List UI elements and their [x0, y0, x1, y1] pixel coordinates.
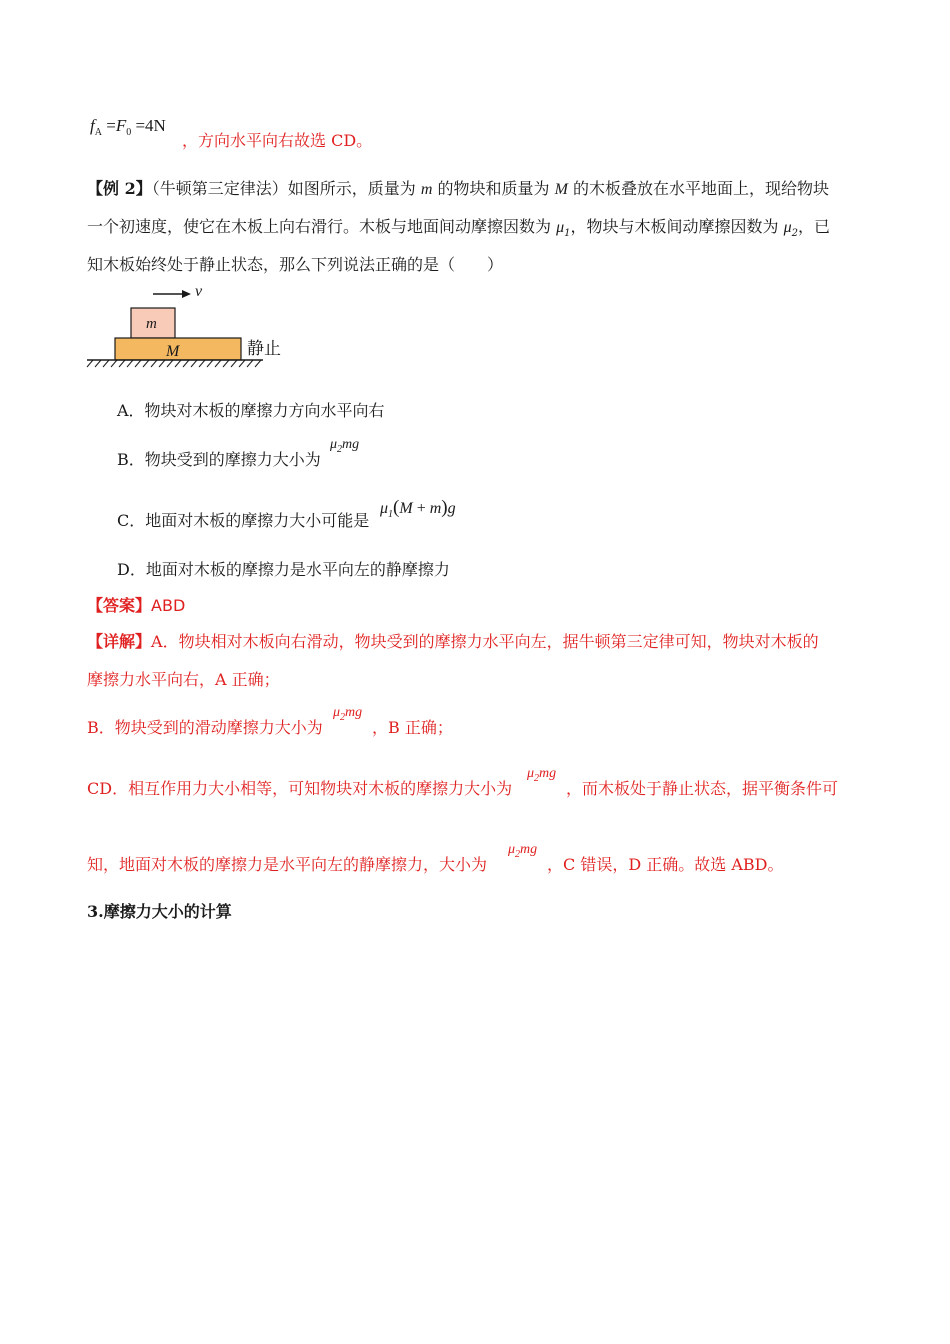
answer-tag: 【答案】	[87, 596, 152, 615]
formula-paren-open: (	[393, 497, 400, 518]
option-c: C．地面对木板的摩擦力大小可能是	[117, 511, 370, 530]
example-text: 的物块和质量为	[432, 179, 555, 198]
formula-M: M	[399, 500, 413, 517]
explanation-formula-2	[527, 766, 556, 782]
formula-rest: mg	[342, 437, 360, 452]
formula-rest: mg	[345, 705, 363, 720]
mu1: μ	[556, 219, 565, 236]
formula-mu: μ	[380, 500, 389, 517]
example-tag: 【例 2】	[87, 179, 152, 198]
formula-mu: μ	[330, 437, 338, 452]
var-f: f	[90, 116, 95, 135]
small-block-label: m	[146, 316, 157, 332]
explanation-formula-3	[508, 842, 537, 858]
ground	[87, 360, 263, 367]
equals-1: =	[106, 116, 116, 135]
option-d: D．地面对木板的摩擦力是水平向左的静摩擦力	[117, 560, 450, 579]
formula-mu: μ	[508, 842, 516, 857]
top-formula-tail: ，方向水平向右故选 CD。	[182, 131, 373, 150]
formula-sub: 2	[337, 444, 343, 455]
explanation-line-4a: CD．相互作用力大小相等，可知物块对木板的摩擦力大小为	[87, 779, 513, 798]
formula-paren-close: )	[441, 497, 448, 518]
formula-rest: mg	[520, 842, 538, 857]
answer-line	[87, 596, 185, 616]
mu1-sub: 1	[564, 228, 571, 239]
option-c-formula	[380, 497, 456, 519]
example-line-1	[87, 179, 829, 200]
answer-value: ABD	[151, 596, 186, 615]
formula-sub: 2	[340, 712, 346, 723]
var-M: M	[554, 181, 568, 198]
explanation-text: A．物块相对木板向右滑动，物块受到的摩擦力水平向左，据牛顿第三定律可知，物块对木板的	[151, 632, 819, 651]
formula-sub: 1	[388, 509, 394, 520]
formula-sub: 2	[515, 849, 521, 860]
explanation-line-3a: B．物块受到的滑动摩擦力大小为	[87, 718, 323, 737]
explanation-line-3b: ，B 正确；	[372, 718, 453, 737]
example-line-2	[87, 217, 830, 240]
mu2-sub: 2	[791, 228, 798, 239]
sub-0: 0	[126, 127, 132, 138]
formula-mu: μ	[333, 705, 341, 720]
formula-rest: mg	[539, 766, 557, 781]
explanation-line-1	[87, 632, 819, 652]
velocity-arrow	[153, 290, 191, 298]
board-label: M	[166, 343, 180, 360]
var-F: F	[115, 116, 127, 135]
explanation-line-4b: ，而木板处于静止状态，据平衡条件可	[566, 779, 839, 798]
mu2: μ	[783, 219, 792, 236]
option-b-formula	[330, 437, 359, 453]
block-board-figure	[85, 280, 295, 372]
formula-plus: +	[412, 500, 430, 517]
example-text: 的木板叠放在水平地面上，现给物块	[567, 179, 829, 198]
static-label: 静止	[247, 339, 281, 359]
section-heading: 3.摩擦力大小的计算	[87, 902, 232, 921]
formula-g: g	[447, 500, 456, 517]
option-a: A．物块对木板的摩擦力方向水平向右	[117, 401, 385, 420]
example-text: 一个初速度，使它在木板上向右滑行。木板与地面间动摩擦因数为	[87, 217, 557, 236]
formula-sub: 2	[534, 773, 540, 784]
explanation-line-2: 摩擦力水平向右，A 正确；	[87, 670, 280, 689]
equals-4n: =4N	[135, 116, 166, 135]
explanation-tag: 【详解】	[87, 632, 152, 651]
example-line-3: 知木板始终处于静止状态，那么下列说法正确的是（ ）	[87, 255, 504, 274]
option-b: B．物块受到的摩擦力大小为	[117, 450, 321, 469]
explanation-line-5b: ，C 错误，D 正确。故选 ABD。	[547, 855, 784, 874]
sub-a: A	[94, 127, 102, 138]
explanation-formula-1	[333, 705, 362, 721]
explanation-line-5a: 知，地面对木板的摩擦力是水平向左的静摩擦力，大小为	[87, 855, 488, 874]
formula-mu: μ	[527, 766, 535, 781]
top-formula	[90, 116, 166, 136]
example-text: ，物块与木板间动摩擦因数为	[570, 217, 784, 236]
formula-m: m	[429, 500, 442, 517]
example-text: ，已	[798, 217, 831, 236]
velocity-label: v	[195, 283, 203, 300]
var-m: m	[420, 181, 433, 198]
example-text: （牛顿第三定律法）如图所示，质量为	[151, 179, 421, 198]
